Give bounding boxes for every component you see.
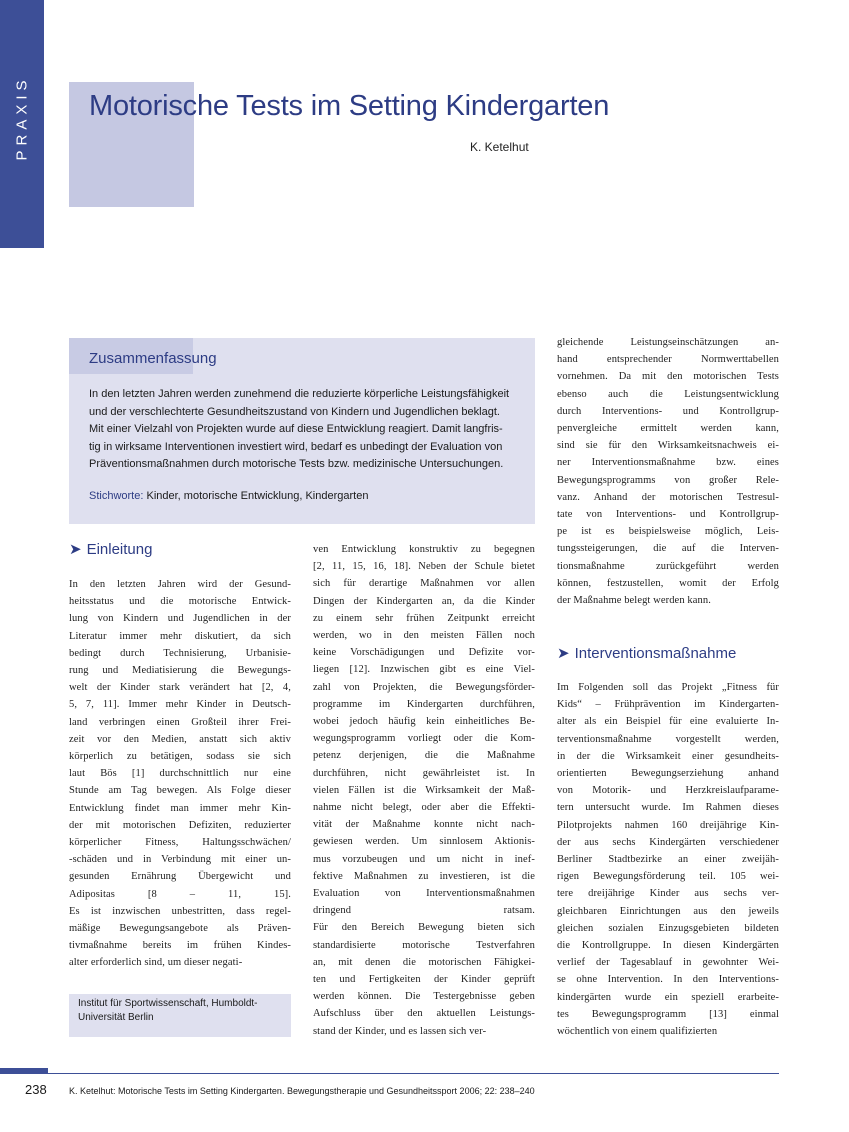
body-line: Kids“ – Frühprävention im Kindergarten- xyxy=(557,699,779,711)
body-line: Entwicklung findet man immer mehr Kin- xyxy=(69,802,291,814)
body-line: Bewegungsprogramms von großer Rele- xyxy=(557,474,779,486)
body-line: wobei jedoch häufig kein einheitliches Be- xyxy=(313,716,535,728)
body-line: gewiesen werden. Um sinnlosem Aktionis- xyxy=(313,836,535,848)
body-line: ven Entwicklung konstruktiv zu begegnen xyxy=(313,544,535,555)
body-line: tern untersucht wurde. Im Rahmen dieses xyxy=(557,802,779,814)
body-line: werden, wo in den meisten Fällen noch xyxy=(313,630,535,642)
abstract-line: Mit einer Vielzahl von Projekten wurde auf diese Entwicklung reagiert. Damit langfris- xyxy=(89,423,503,435)
affiliation-box xyxy=(69,994,291,1037)
keywords-label: Stichworte: xyxy=(89,490,144,502)
body-line: rigen Bewegungsförderung teil. 105 wei- xyxy=(557,871,779,883)
abstract-keywords xyxy=(89,490,521,502)
body-line: terventionsmaßnahme vorgestellt werden, xyxy=(557,733,779,745)
section-heading-label: Einleitung xyxy=(86,541,153,558)
body-line: In den letzten Jahren wird der Gesund- xyxy=(69,579,291,590)
body-line: Evaluation von Interventionsmaßnahmen xyxy=(313,888,535,900)
body-line: -schäden und in Verbindung mit einer un- xyxy=(69,854,291,866)
abstract-line: und der verschlechterte Gesundheitszustand von Kindern und Jugendlichen beklagt. xyxy=(89,405,500,418)
body-line: tionsmaßnahme zurückgeführt werden xyxy=(557,560,779,572)
body-line: in der die Wirksamkeit einer gesundheits- xyxy=(557,750,779,762)
abstract-line: tig in wirksame Interventionen investiert wird, bedarf es unbedingt der Evaluation von xyxy=(89,440,503,453)
body-line: verlief der Tagesablauf in gewohnter Wei- xyxy=(557,957,779,969)
body-line: können, festzustellen, womit der Erfolg xyxy=(557,577,779,589)
body-column-1 xyxy=(69,576,291,972)
body-line: mäßige Bewegungsangebote als Präven- xyxy=(69,923,291,935)
body-line: fektive Maßnahmen zu investieren, ist die xyxy=(313,870,535,882)
body-line: hand entsprechender Normwerttabellen xyxy=(557,354,779,366)
body-line: [2, 11, 15, 16, 18]. Neben der Schule bietet xyxy=(313,561,535,573)
body-line: dringend ratsam. xyxy=(313,905,535,917)
body-line: zu einem sehr frühen Zeitpunkt erreicht xyxy=(313,612,535,624)
body-line: Im Folgenden soll das Projekt „Fitness für xyxy=(557,682,779,693)
body-line: vität der Maßnahme konnte nicht nach- xyxy=(313,819,535,831)
body-line: der Maßnahme belegt werden kann. xyxy=(557,595,711,607)
body-line: programme im Kindergarten durchführen, xyxy=(313,698,535,710)
body-line: Berliner Stadtbezirke an einer zweijäh- xyxy=(557,854,779,866)
body-line: körperlicher Fitness, Haltungsschwächen/ xyxy=(69,837,291,849)
body-line: penvergleiche ermittelt werden kann, xyxy=(557,423,779,435)
body-line: vielen Fällen ist die Wirksamkeit der Maß- xyxy=(313,784,535,796)
body-line: 5, 7, 11]. Immer mehr Kinder in Deutsch- xyxy=(69,699,291,711)
body-column-2 xyxy=(313,541,535,1040)
article-title: Motorische Tests im Setting Kindergarten xyxy=(89,90,610,122)
body-line: alter erforderlich sind, um dieser negati- xyxy=(69,957,243,969)
affiliation-text: Institut für Sportwissenschaft, Humboldt-Universität Berlin xyxy=(78,998,258,1023)
body-line: stand der Kinder, und es lassen sich ver- xyxy=(313,1025,487,1037)
section-tab-label: PRAXIS xyxy=(13,75,31,161)
body-line: von Motorik- und Herzkreislaufparame- xyxy=(557,785,779,797)
body-line: der mit motorischen Defiziten, reduzierter xyxy=(69,819,291,831)
body-line: Adipositas [8 – 11, 15]. xyxy=(69,888,291,900)
body-line: rung und Mediatisierung die Bewegungs- xyxy=(69,665,291,677)
body-line: Dingen der Kindergarten an, da die Kinder xyxy=(313,595,535,607)
body-column-3-bottom xyxy=(557,679,779,1040)
abstract-line: In den letzten Jahren werden zunehmend die reduzierte körperliche Leistungsfähigkeit xyxy=(89,388,510,400)
arrow-right-icon: ➤ xyxy=(557,645,570,662)
body-line: heitsstatus und die motorische Entwick- xyxy=(69,596,291,608)
body-line: vanz. Anhand der motorischen Testresul- xyxy=(557,491,779,503)
body-line: gleichbaren Einrichtungen aus den jeweils xyxy=(557,905,779,917)
body-line: liegen [12]. Inzwischen gibt es eine Viel- xyxy=(313,664,535,676)
body-line: Aufschluss über den aktuellen Leistungs- xyxy=(313,1008,535,1020)
body-line: der aus sechs Kindergärten verschiedener xyxy=(557,836,779,848)
page-number: 238 xyxy=(25,1082,47,1097)
body-line: an, mit denen die motorischen Fähigkei- xyxy=(313,956,535,968)
arrow-right-icon: ➤ xyxy=(69,541,82,558)
body-line: wegungsprogramm vorliegt oder die Kom- xyxy=(313,733,535,745)
body-line: tungssteigerungen, die auf die Interven- xyxy=(557,543,779,555)
body-line: Pilotprojekts nahmen 160 dreijährige Kin- xyxy=(557,819,779,831)
body-line: laut Bös [1] durchschnittlich nur eine xyxy=(69,768,291,780)
body-line: werden können. Die Testergebnisse geben xyxy=(313,991,535,1003)
body-line: tes Bewegungsprogramm [13] einmal xyxy=(557,1008,779,1020)
body-line: ten und Fertigkeiten der Kinder geprüft xyxy=(313,974,535,986)
section-heading-label: Interventionsmaßnahme xyxy=(574,645,737,662)
abstract-text xyxy=(89,386,521,474)
section-tab xyxy=(0,0,44,248)
keywords-value: Kinder, motorische Entwicklung, Kindergarten xyxy=(146,490,369,502)
body-line: pe ist es beispielsweise möglich, Leis- xyxy=(557,526,779,538)
body-line: Es ist inzwischen unbestritten, dass regel- xyxy=(69,905,291,917)
body-line: tivmaßnahme bereits im frühen Kindes- xyxy=(69,940,291,952)
footer-citation: K. Ketelhut: Motorische Tests im Setting Kindergarten. Bewegungstherapie und Gesundheitssport 2006; 22: 238–240 xyxy=(69,1086,535,1096)
body-line: orientierten Bewegungserziehung anhand xyxy=(557,768,779,780)
body-line: alter als ein Beispiel für eine evaluierte In- xyxy=(557,716,779,728)
body-line: mus vorzubeugen und um nicht in inef- xyxy=(313,853,535,865)
body-line: sind sie für den Wirksamkeitsnachweis ei- xyxy=(557,440,779,452)
body-line: gleichen sozialen Einzugsgebieten bildeten xyxy=(557,922,779,934)
body-line: lung von Kindern und Jugendlichen in der xyxy=(69,613,291,625)
body-line: zahl von Projekten, die Bewegungsförder- xyxy=(313,681,535,693)
body-line: gleichende Leistungseinschätzungen an- xyxy=(557,337,779,348)
body-line: tate von Interventions- und Kontrollgrup- xyxy=(557,509,779,521)
section-heading-einleitung xyxy=(69,540,152,558)
body-line: Stunde am Tag bewegen. Als Folge dieser xyxy=(69,785,291,797)
body-line: bedingt durch Technisierung, Urbanisie- xyxy=(69,647,291,659)
body-line: durchführen, nicht gewährleistet ist. In xyxy=(313,767,535,779)
footer-accent-bar xyxy=(0,1068,48,1074)
body-line: sich für derartige Maßnahmen vor allen xyxy=(313,578,535,590)
section-heading-interventionsmassnahme xyxy=(557,644,736,662)
abstract-heading: Zusammenfassung xyxy=(89,350,217,367)
body-line: kindergärten wurde ein speziell erarbeite- xyxy=(557,991,779,1003)
body-line: se ohne Intervention. In den Interventions- xyxy=(557,974,779,986)
footer-rule xyxy=(48,1073,779,1074)
article-author: K. Ketelhut xyxy=(470,140,529,154)
abstract-line: Präventionsmaßnahmen durch motorische Tests bzw. medizinische Untersuchungen. xyxy=(89,458,504,470)
body-line: vornehmen. Da mit den motorischen Tests xyxy=(557,371,779,383)
body-line: wöchentlich von einem qualifizierten xyxy=(557,1026,718,1038)
body-line: zeit vor den Medien, anstatt sich aktiv xyxy=(69,733,291,745)
body-line: Literatur immer mehr diskutiert, da sich xyxy=(69,630,291,642)
body-line: Für den Bereich Bewegung bieten sich xyxy=(313,922,535,934)
body-line: welt der Kinder stark verändert hat [2, 4, xyxy=(69,682,291,694)
body-line: ebenso auch die Leistungsentwicklung xyxy=(557,388,779,400)
body-line: petenz derjenigen, die die Maßnahme xyxy=(313,750,535,762)
body-line: nahme nicht belegt, oder aber die Effekti- xyxy=(313,802,535,814)
body-line: tere dreijährige Kinder aus sechs ver- xyxy=(557,888,779,900)
body-line: gesunden Ernährung Übergewicht und xyxy=(69,871,291,883)
body-column-3-top xyxy=(557,334,779,609)
body-line: standardisierte motorische Testverfahren xyxy=(313,939,535,951)
body-line: durch Interventions- und Kontrollgrup- xyxy=(557,405,779,417)
body-line: ner Interventionsmaßnahme bzw. eines xyxy=(557,457,779,469)
body-line: körperlich zu betätigen, sodass sie sich xyxy=(69,751,291,763)
body-line: land verbringen einen Großteil ihrer Frei- xyxy=(69,716,291,728)
body-line: die Kontrollgruppe. In diesen Kindergärten xyxy=(557,940,779,952)
body-line: keine Vorschädigungen und Defizite vor- xyxy=(313,647,535,659)
